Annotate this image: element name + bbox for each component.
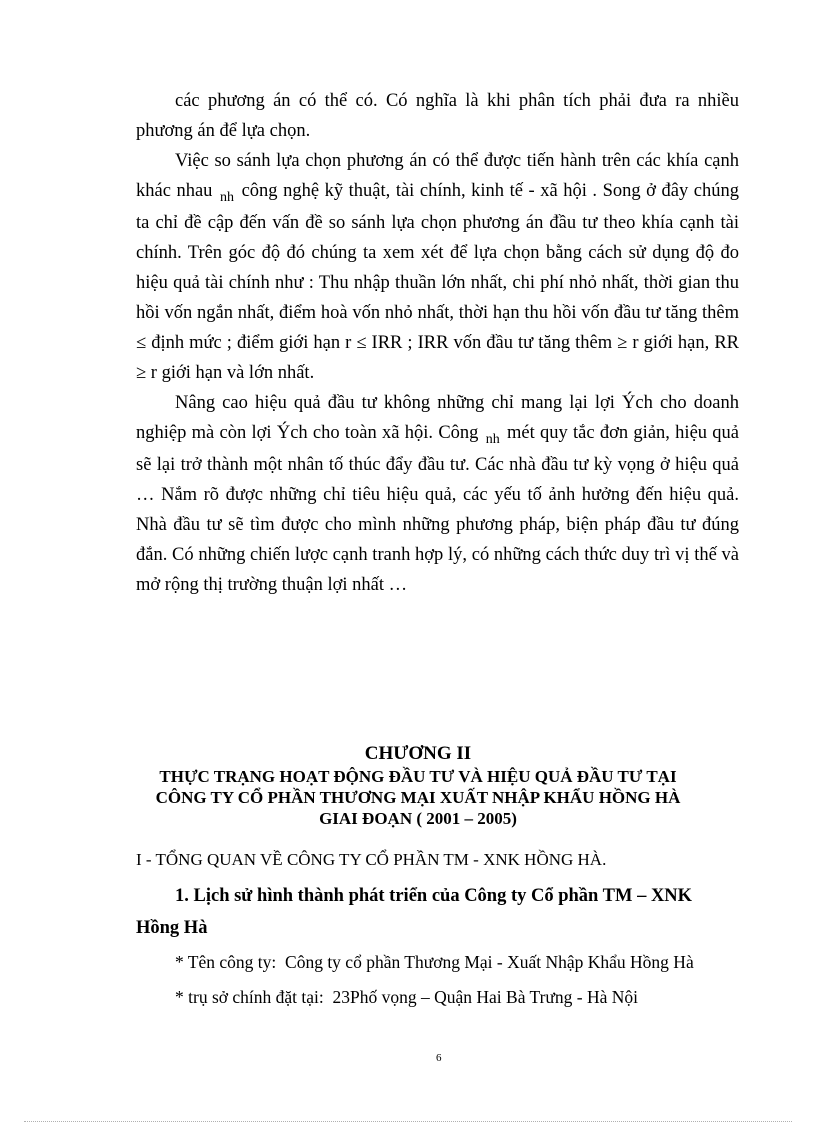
paragraph-3-text-a: Nâng cao hiệu quả đầu tư không những chỉ mang lại lợi Ých cho doanh nghiệp mà còn lợi Ých cho toàn xã hội. Công [136,393,739,443]
section-heading: I - TỔNG QUAN VỀ CÔNG TY CỔ PHẦN TM - XNK HỒNG HÀ. [136,850,607,869]
subsection-heading-line-2: Hồng Hà [136,918,208,938]
company-name-label: * Tên công ty: [175,952,277,972]
paragraph-2-text-b: công nghệ kỹ thuật, tài chính, kinh tế - xã hội . Song ở đây chúng ta chỉ đề cập đến vấn đề so sánh lựa chọn phương án đầu tư theo khía cạnh tài chính. Trên góc độ đó chúng ta xem xét để lựa chọn bằng cách sử dụng độ đo hiệu quả tài chính như : Thu nhập thuần lớn nhất, chi phí nhỏ nhất, thời gian thu hồi vốn ngắn nhất, điểm hoà vốn nhỏ nhất, thời hạn thu hồi vốn đầu tư tăng thêm ≤ định mức ; điểm giới hạn r ≤ IRR ; IRR vốn đầu tư tăng thêm ≥ r giới hạn, RR ≥ r giới hạn và lớn nhất. [136,181,739,383]
paragraph-1 [136,86,739,146]
paragraph-3-subscript: nh [485,432,500,447]
paragraph-3-text-b: mét quy tắc đơn giản, hiệu quả sẽ lại trở thành một nhân tố thúc đẩy đầu tư. Các nhà đầu tư kỳ vọng ở hiệu quả … Nắm rõ được những chỉ tiêu hiệu quả, các yếu tố ảnh hưởng đến hiệu quả. Nhà đầu tư sẽ tìm được cho mình những phương pháp, biện pháp đầu tư đúng đắn. Có những chiến lược cạnh tranh hợp lý, có những cách thức duy trì vị thế và mở rộng thị trường thuận lợi nhất … [136,423,740,595]
paragraph-1-text: các phương án có thể có. Có nghĩa là khi phân tích phải đưa ra nhiều phương án để lựa chọn. [136,91,739,141]
chapter-heading [96,742,740,829]
subsection-heading [136,880,739,944]
company-name-line [175,950,694,974]
paragraph-2 [136,146,739,388]
company-hq-value: 23Phố vọng – Quận Hai Bà Trưng - Hà Nội [332,987,639,1007]
chapter-title-line-3: GIAI ĐOẠN ( 2001 – 2005) [319,809,517,828]
paragraph-2-subscript: nh [220,190,234,205]
company-hq-label: * trụ sở chính đặt tại: [175,987,324,1007]
chapter-title-line-2: CÔNG TY CỔ PHẦN THƯƠNG MẠI XUẤT NHẬP KHẨU HỒNG HÀ [155,788,681,807]
company-name-value: Công ty cổ phần Thương Mại - Xuất Nhập Khẩu Hồng Hà [285,952,694,972]
chapter-title-line-1: THỰC TRẠNG HOẠT ĐỘNG ĐẦU TƯ VÀ HIỆU QUẢ ĐẦU TƯ TẠI [159,767,677,786]
chapter-number: CHƯƠNG II [364,743,472,764]
body-text [136,86,739,600]
subsection-heading-line-1: 1. Lịch sử hình thành phát triển của Công ty Cổ phần TM – XNK [175,886,693,906]
footer-divider [24,1121,792,1122]
page-number: 6 [436,1052,442,1064]
company-hq-line [175,985,638,1009]
paragraph-3 [136,388,739,600]
paragraph-2-text-a: Việc so sánh lựa chọn phương án có thể được tiến hành trên các khía cạnh khác nhau [136,151,739,201]
